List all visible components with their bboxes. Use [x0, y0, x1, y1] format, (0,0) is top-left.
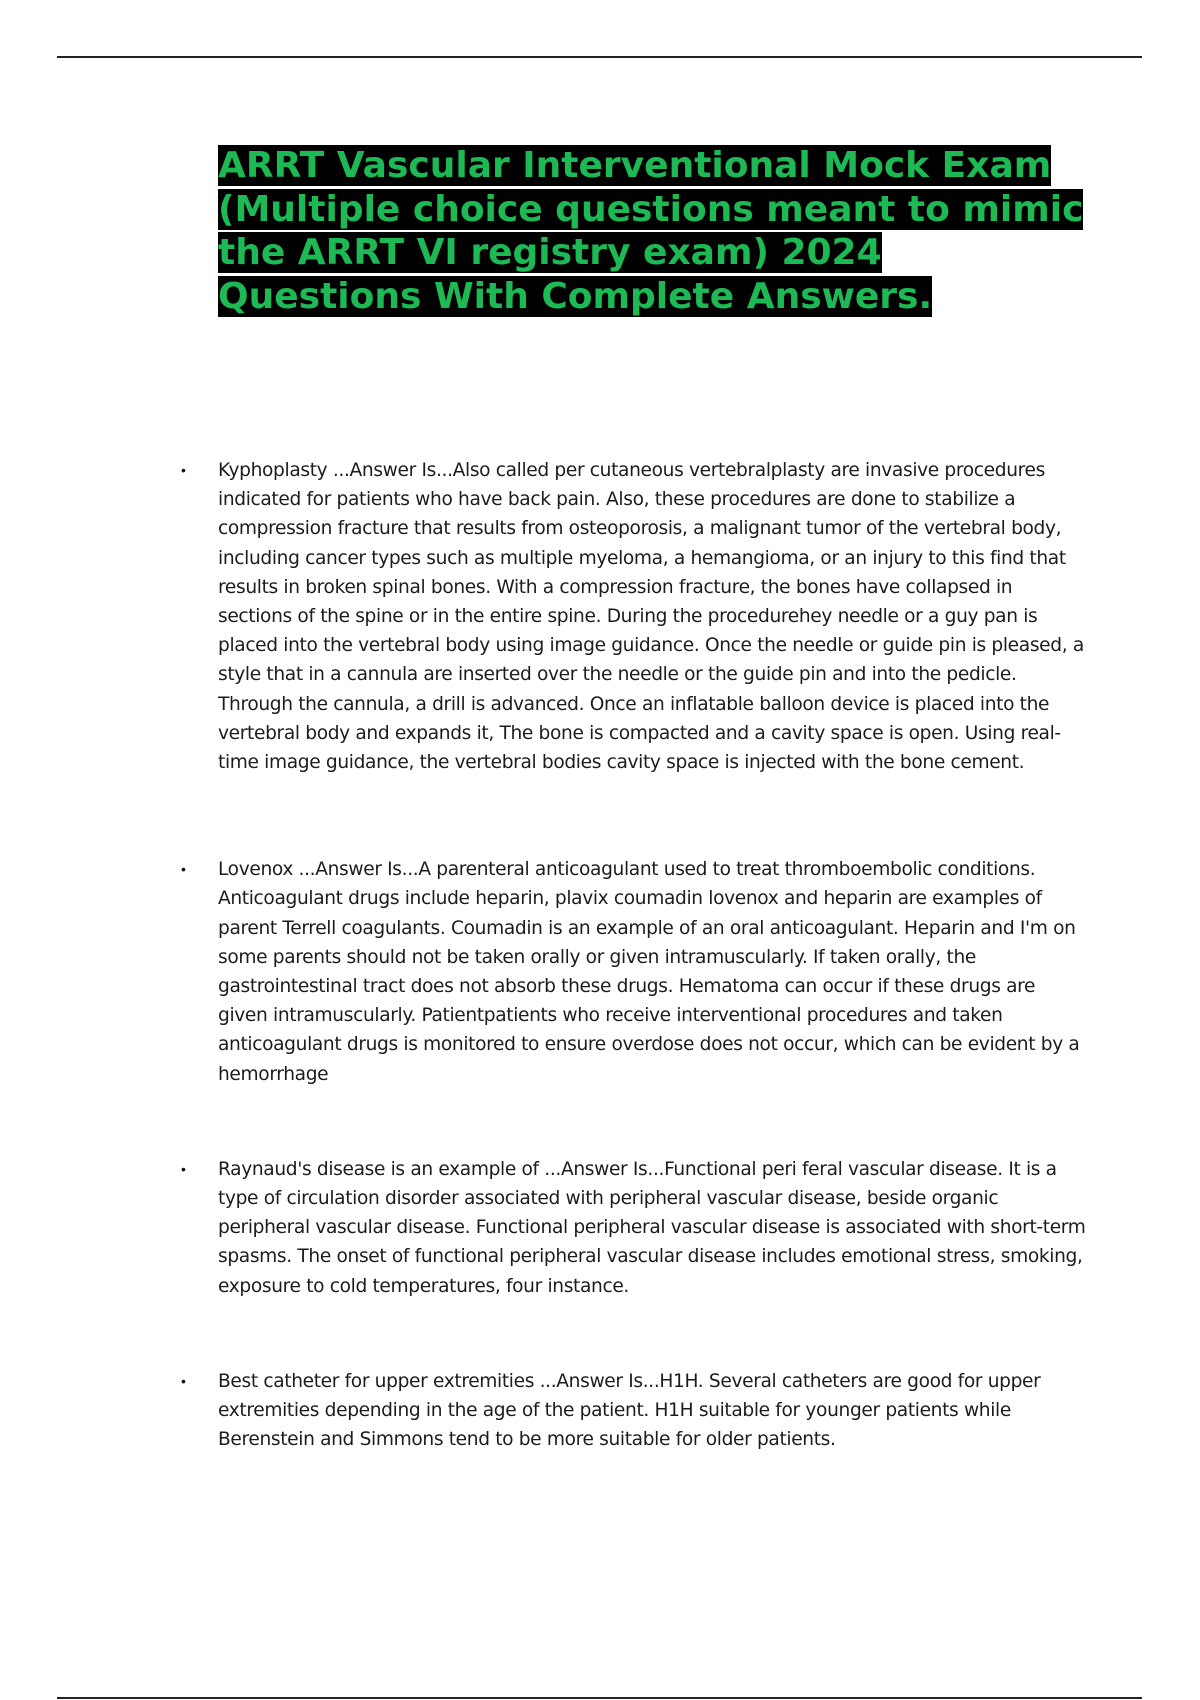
list-item	[0, 855, 1088, 1089]
bullet-icon: •	[181, 1372, 186, 1389]
bullet-icon: •	[181, 1160, 186, 1177]
question-answer-text: Best catheter for upper extremities ...Answer Is...H1H. Several catheters are good for upper extremities depending in the age of the patient. H1H suitable for younger patients while Berenstein and Simmons tend to be more suitable for older patients.	[218, 1370, 1041, 1451]
bullet-icon: •	[181, 861, 186, 878]
header-rule	[57, 56, 1142, 58]
question-answer-text: Lovenox ...Answer Is...A parenteral anticoagulant used to treat thromboembolic conditions. Anticoagulant drugs include heparin, plavix coumadin lovenox and heparin are examples of parent Terrell coagulants. Coumadin is an example of an oral anticoagulant. Heparin and I'm on some parents should not be taken orally or given intramuscularly. If taken orally, the gastrointestinal tract does not absorb these drugs. Hematoma can occur if these drugs are given intramuscularly. Patientpatients who receive interventional procedures and taken anticoagulant drugs is monitored to ensure overdose does not occur, which can be evident by a hemorrhage	[218, 859, 1080, 1085]
list-item	[0, 456, 1088, 777]
title-block	[218, 144, 1088, 318]
list-item	[0, 1367, 1088, 1455]
bullet-icon: •	[181, 462, 186, 478]
page-title-text: ARRT Vascular Interventional Mock Exam (Multiple choice questions meant to mimic the ARRT VI registry exam) 2024 Questions With Complete Answers.	[218, 145, 1084, 317]
question-answer-text: Raynaud's disease is an example of ...Answer Is...Functional peri feral vascular disease. It is a type of circulation disorder associated with peripheral vascular disease, beside organic peripheral vascular disease. Functional peripheral vascular disease is associated with short-term spasms. The onset of functional peripheral vascular disease includes emotional stress, smoking, exposure to cold temperatures, four instance.	[218, 1158, 1086, 1297]
question-list	[0, 456, 1200, 1454]
footer-rule	[57, 1697, 1142, 1699]
page-title	[218, 144, 1088, 318]
question-answer-text: Kyphoplasty ...Answer Is...Also called per cutaneous vertebralplasty are invasive procedures indicated for patients who have back pain. Also, these procedures are done to stabilize a compression fracture that results from osteoporosis, a malignant tumor of the vertebral body, including cancer types such as multiple myeloma, a hemangioma, or an injury to this find that results in broken spinal bones. With a compression fracture, the bones have collapsed in sections of the spine or in the entire spine. During the procedurehey needle or a guy pan is placed into the vertebral body using image guidance. Once the needle or guide pin is pleased, a style that in a cannula are inserted over the needle or the guide pin and into the pedicle. Through the cannula, a drill is advanced. Once an inflatable balloon device is placed into the vertebral body and expands it, The bone is compacted and a cavity space is open. Using real-time image guidance, the vertebral bodies cavity space is injected with the bone cement.	[218, 460, 1084, 774]
list-item	[0, 1155, 1088, 1301]
